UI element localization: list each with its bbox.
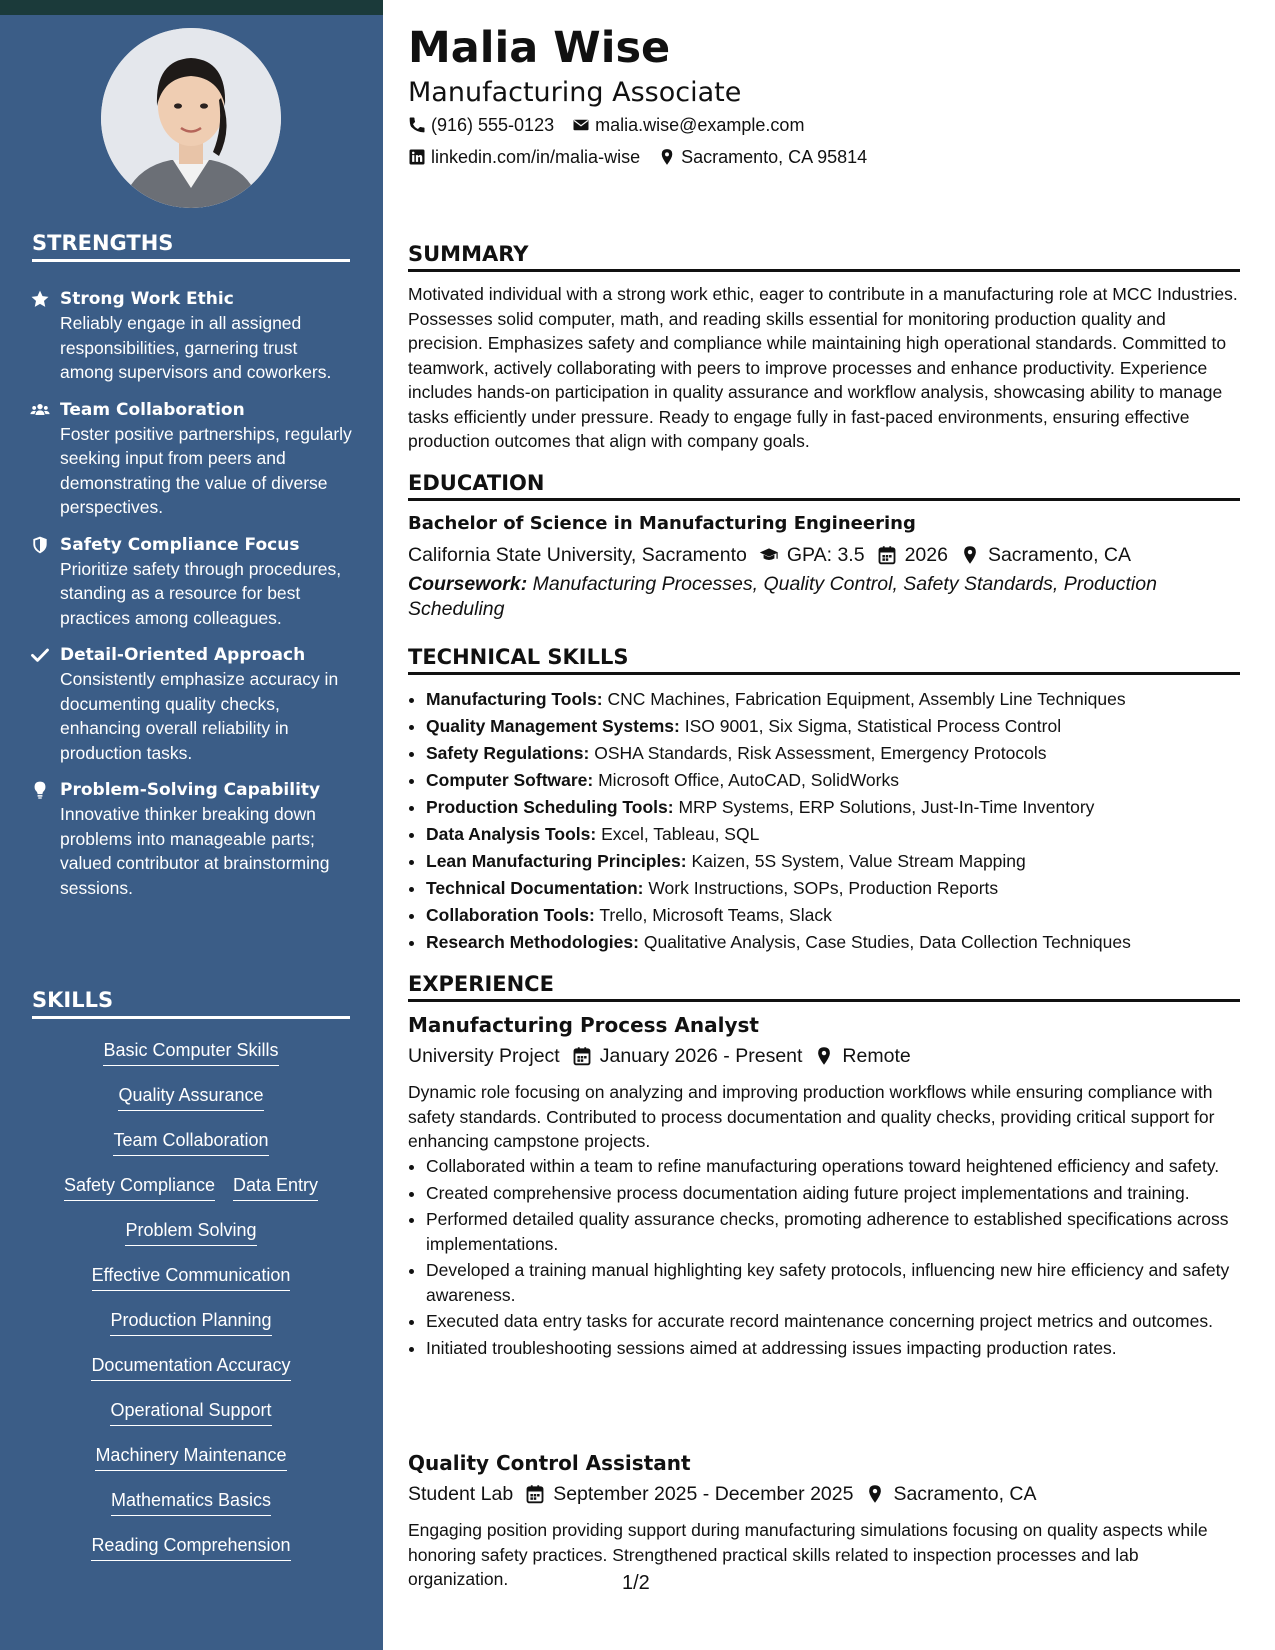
list-item: [426, 767, 1258, 794]
skill-category: Technical Documentation:: [426, 878, 644, 898]
summary-text: Motivated individual with a strong work ethic, eager to contribute in a manufacturing role at MCC Industries. Possesses solid computer, math, and reading skills essential for monitoring production quality and precision. Emphasizes safety and compliance while maintaining high operational standards. Committed to teamwork, actively collaborating with peers to improve processes and enhance productivity. Experience includes hands-on participation in quality assurance and workflow analysis, showcasing ability to manage tasks efficiently under pressure. Ready to engage fully in fast-paced environments, ensuring effective production outcomes that align with company goals.: [408, 284, 1238, 451]
strength-title: Problem-Solving Capability: [60, 780, 321, 800]
skill-values: CNC Machines, Fabrication Equipment, Assembly Line Techniques: [607, 689, 1126, 709]
graduation-cap-icon: [759, 545, 779, 565]
list-item: [426, 821, 1258, 848]
skills-heading: SKILLS: [32, 988, 350, 1019]
skill-values: OSHA Standards, Risk Assessment, Emergency Protocols: [594, 743, 1047, 763]
lightbulb-icon: [30, 778, 60, 900]
skill-category: Safety Regulations:: [426, 743, 590, 763]
skill-values: Excel, Tableau, SQL: [601, 824, 760, 844]
skill-category: Collaboration Tools:: [426, 905, 595, 925]
strength-title: Strong Work Ethic: [60, 289, 234, 309]
list-item: • Performed detailed quality assurance checks, promoting adherence to established specifications across implementations.: [426, 1207, 1258, 1256]
graduation-year: 2026: [904, 544, 948, 566]
role-meta: [408, 1480, 1037, 1508]
map-pin-icon: [658, 148, 676, 166]
phone-icon: [408, 116, 426, 134]
list-item: [426, 686, 1258, 713]
list-item: • Initiated troubleshooting sessions aimed at addressing issues impacting production rates.: [426, 1336, 1258, 1361]
profile-photo: [101, 28, 281, 208]
skill-tag: Documentation Accuracy: [91, 1352, 290, 1381]
location: Sacramento, CA 95814: [681, 147, 868, 167]
strength-description: Prioritize safety through procedures, standing as a resource for best practices among colleagues.: [60, 558, 342, 628]
skill-category: Quality Management Systems:: [426, 716, 680, 736]
phone-number[interactable]: (916) 555-0123: [431, 115, 555, 135]
role-bullets: [408, 1154, 1258, 1362]
strength-title: Team Collaboration: [60, 399, 245, 420]
list-item: [426, 713, 1258, 740]
strengths-list: [30, 287, 355, 913]
contact-row: [408, 145, 867, 169]
coursework: [408, 572, 1240, 622]
job-title: Manufacturing Associate: [408, 77, 742, 108]
strength-description: Foster positive partnerships, regularly seeking input from peers and demonstrating the value of diverse perspectives.: [60, 423, 352, 517]
contact-row: [408, 113, 804, 137]
skill-category: Computer Software:: [426, 770, 594, 790]
strength-title: Safety Compliance Focus: [60, 534, 300, 555]
skill-category: Research Methodologies:: [426, 932, 639, 952]
list-item: [426, 848, 1258, 875]
role-description: Engaging position providing support during manufacturing simulations focusing on quality aspects while honoring safety practices. Strengthened practical skills related to inspection processes and lab organization.: [408, 1520, 1208, 1589]
sidebar: [0, 0, 383, 1650]
skill-values: ISO 9001, Six Sigma, Statistical Process Control: [684, 716, 1062, 736]
star-icon: [30, 287, 60, 385]
role-organization: University Project: [408, 1045, 560, 1067]
technical-skills-heading: TECHNICAL SKILLS: [408, 645, 1240, 675]
strength-description: Innovative thinker breaking down problems into manageable parts; valued contributor at brainstorming sessions.: [60, 804, 330, 898]
envelope-icon: [572, 116, 590, 134]
strength-item: [30, 287, 355, 385]
skill-category: Data Analysis Tools:: [426, 824, 597, 844]
calendar-icon: [525, 1484, 545, 1504]
skill-tag: Quality Assurance: [118, 1082, 263, 1111]
list-item: • Collaborated within a team to refine manufacturing operations toward heightened efficiency and safety.: [426, 1154, 1258, 1179]
role-meta: [408, 1042, 911, 1070]
skill-tag: Problem Solving: [125, 1217, 256, 1246]
linkedin-link[interactable]: linkedin.com/in/malia-wise: [431, 147, 641, 167]
calendar-icon: [877, 545, 897, 565]
list-item: [426, 794, 1258, 821]
role-description: Dynamic role focusing on analyzing and improving production workflows while ensuring compliance with safety standards. Contributed to process documentation and quality checks, providing critical support for enhancing campstone projects.: [408, 1082, 1215, 1151]
candidate-name: Malia Wise: [408, 23, 671, 73]
education-meta: [408, 541, 1131, 569]
users-icon: [30, 398, 60, 520]
skill-tag: Machinery Maintenance: [95, 1442, 286, 1471]
skill-values: Work Instructions, SOPs, Production Reports: [648, 878, 999, 898]
degree-title: Bachelor of Science in Manufacturing Engineering: [408, 513, 916, 534]
strength-item: [30, 533, 355, 631]
map-pin-icon: [865, 1484, 885, 1504]
strength-title: Detail-Oriented Approach: [60, 645, 306, 665]
strength-description: Reliably engage in all assigned responsibilities, garnering trust among supervisors and coworkers.: [60, 313, 332, 382]
experience-heading: EXPERIENCE: [408, 972, 1240, 1002]
list-item: • Executed data entry tasks for accurate record maintenance concerning project metrics and outcomes.: [426, 1309, 1258, 1334]
list-item: • Created comprehensive process documentation aiding future project implementations and training.: [426, 1181, 1258, 1206]
skill-values: Qualitative Analysis, Case Studies, Data Collection Techniques: [643, 932, 1131, 952]
email-address[interactable]: malia.wise@example.com: [595, 115, 805, 135]
role-organization: Student Lab: [408, 1483, 514, 1505]
shield-icon: [30, 533, 60, 631]
role-dates: January 2026 - Present: [599, 1045, 803, 1067]
education-heading: EDUCATION: [408, 471, 1240, 501]
skill-category: Lean Manufacturing Principles:: [426, 851, 687, 871]
strength-item: [30, 643, 355, 765]
check-icon: [30, 643, 60, 765]
strength-item: [30, 398, 355, 520]
skill-tag: Mathematics Basics: [111, 1487, 271, 1516]
skill-tag: Data Entry: [233, 1172, 318, 1201]
page-number: 1/2: [622, 1572, 650, 1594]
list-item: [426, 740, 1258, 767]
list-item: [426, 929, 1258, 956]
skill-tag: Operational Support: [110, 1397, 271, 1426]
strength-item: [30, 778, 355, 900]
strengths-heading: STRENGTHS: [32, 231, 350, 262]
technical-skills-list: [408, 686, 1258, 956]
profile-photo-illustration: [101, 28, 281, 208]
skill-category: Production Scheduling Tools:: [426, 797, 674, 817]
role-title: Manufacturing Process Analyst: [408, 1013, 759, 1037]
role-location: Sacramento, CA: [893, 1483, 1037, 1505]
map-pin-icon: [960, 545, 980, 565]
map-pin-icon: [814, 1046, 834, 1066]
linkedin-icon: [408, 148, 426, 166]
sidebar-top-bar: [0, 0, 383, 15]
skill-values: MRP Systems, ERP Solutions, Just-In-Time Inventory: [678, 797, 1095, 817]
skill-tag: Reading Comprehension: [91, 1532, 290, 1561]
role-dates: September 2025 - December 2025: [553, 1483, 854, 1505]
strength-description: Consistently emphasize accuracy in documenting quality checks, enhancing overall reliability in production tasks.: [60, 669, 339, 763]
skill-tag: Effective Communication: [92, 1262, 291, 1291]
summary-heading: SUMMARY: [408, 242, 1240, 272]
skill-tag: Team Collaboration: [113, 1127, 268, 1156]
role-title: Quality Control Assistant: [408, 1451, 691, 1475]
coursework-label: Coursework:: [408, 573, 528, 595]
skill-category: Manufacturing Tools:: [426, 689, 603, 709]
skill-tag: Basic Computer Skills: [103, 1037, 278, 1066]
school-name: California State University, Sacramento: [408, 544, 747, 566]
skills-list: [32, 1037, 350, 1577]
skill-values: Trello, Microsoft Teams, Slack: [599, 905, 832, 925]
skill-values: Microsoft Office, AutoCAD, SolidWorks: [598, 770, 899, 790]
coursework-list: Manufacturing Processes, Quality Control, Safety Standards, Production Scheduling: [408, 573, 1157, 620]
skill-tag: Safety Compliance: [64, 1172, 215, 1201]
calendar-icon: [572, 1046, 592, 1066]
school-location: Sacramento, CA: [987, 544, 1132, 566]
list-item: [426, 902, 1258, 929]
skill-tag: Production Planning: [110, 1307, 271, 1336]
role-location: Remote: [842, 1045, 911, 1067]
gpa: GPA: 3.5: [786, 544, 865, 566]
list-item: [426, 875, 1258, 902]
skill-values: Kaizen, 5S System, Value Stream Mapping: [691, 851, 1026, 871]
list-item: • Developed a training manual highlighting key safety protocols, influencing new hire efficiency and safety awareness.: [426, 1258, 1258, 1307]
